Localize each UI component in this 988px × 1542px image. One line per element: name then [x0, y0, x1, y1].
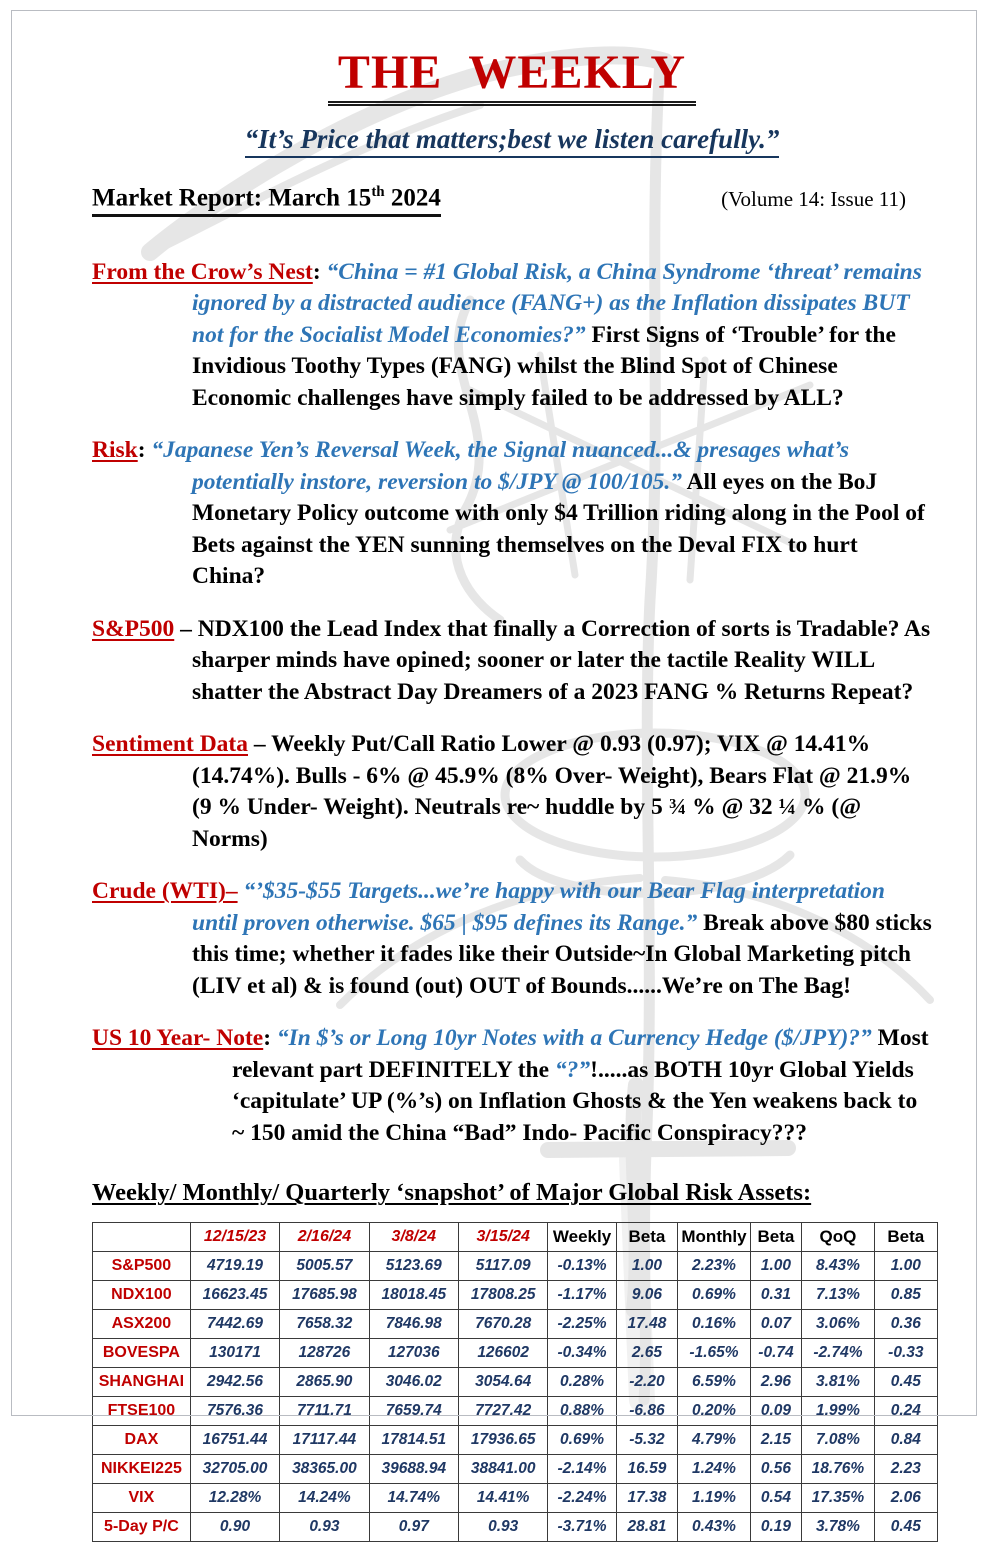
cell-value: 0.45	[874, 1368, 937, 1397]
section-text: Most relevant part DEFINITELY the	[232, 1025, 929, 1083]
col-header-weekly: Weekly	[548, 1223, 616, 1252]
cell-value: 0.43%	[678, 1513, 751, 1542]
cell-value: 0.24	[874, 1397, 937, 1426]
cell-value: -2.25%	[548, 1310, 616, 1339]
row-label: FTSE100	[93, 1397, 191, 1426]
cell-value: -0.74	[750, 1339, 801, 1368]
cell-value: 2942.56	[190, 1368, 279, 1397]
cell-value: 1.19%	[678, 1484, 751, 1513]
cell-value: 2.15	[750, 1426, 801, 1455]
page-title: THE WEEKLY	[328, 48, 696, 106]
cell-value: 0.45	[874, 1513, 937, 1542]
cell-value: -6.86	[616, 1397, 678, 1426]
col-header-3-8-24: 3/8/24	[369, 1223, 458, 1252]
cell-value: 39688.94	[369, 1455, 458, 1484]
cell-value: 17685.98	[280, 1281, 369, 1310]
cell-value: 2.96	[750, 1368, 801, 1397]
cell-value: 7576.36	[190, 1397, 279, 1426]
cell-value: 4.79%	[678, 1426, 751, 1455]
cell-value: 14.74%	[369, 1484, 458, 1513]
row-label: VIX	[93, 1484, 191, 1513]
separator: :	[263, 1025, 277, 1052]
cell-value: 8.43%	[802, 1252, 875, 1281]
section-us10yr	[92, 1023, 932, 1149]
cell-value: 7.13%	[802, 1281, 875, 1310]
cell-value: 0.97	[369, 1513, 458, 1542]
cell-value: 0.56	[750, 1455, 801, 1484]
cell-value: -0.34%	[548, 1339, 616, 1368]
cell-value: 14.24%	[280, 1484, 369, 1513]
cell-value: 7846.98	[369, 1310, 458, 1339]
section-heading-crows-nest: From the Crow’s Nest	[92, 258, 313, 285]
cell-value: 5123.69	[369, 1252, 458, 1281]
cell-value: 1.00	[750, 1252, 801, 1281]
col-header-beta: Beta	[750, 1223, 801, 1252]
cell-value: 0.36	[874, 1310, 937, 1339]
separator: :	[137, 437, 152, 464]
cell-value: 0.93	[458, 1513, 547, 1542]
cell-value: 1.24%	[678, 1455, 751, 1484]
row-label: NIKKEI225	[93, 1455, 191, 1484]
separator: –	[174, 615, 198, 642]
cell-value: 0.07	[750, 1310, 801, 1339]
cell-value: 17117.44	[280, 1426, 369, 1455]
cell-value: 3.06%	[802, 1310, 875, 1339]
cell-value: -2.20	[616, 1368, 678, 1397]
table-row-vix	[93, 1484, 938, 1513]
report-header	[92, 184, 932, 216]
cell-value: 6.59%	[678, 1368, 751, 1397]
col-header-3-15-24: 3/15/24	[458, 1223, 547, 1252]
cell-value: 0.88%	[548, 1397, 616, 1426]
cell-value: 126602	[458, 1339, 547, 1368]
section-text: First Signs of ‘Trouble’ for the Invidious Toothy Types (FANG) whilst the Blind Spot of Chinese Economic challenges have simply failed to be addressed by ALL?	[192, 321, 896, 411]
cell-value: 1.00	[616, 1252, 678, 1281]
cell-value: 38365.00	[280, 1455, 369, 1484]
col-header-monthly: Monthly	[678, 1223, 751, 1252]
cell-value: 7442.69	[190, 1310, 279, 1339]
section-risk	[92, 435, 932, 593]
cell-value: 0.16%	[678, 1310, 751, 1339]
section-quote: “’$35-$55 Targets...we’re happy with our Bear Flag interpretation until proven otherwise. $65 | $95 defines its Range.”	[192, 878, 885, 936]
tagline: “It’s Price that matters;best we listen carefully.”	[245, 124, 780, 158]
row-label: S&P500	[93, 1252, 191, 1281]
row-label: 5-Day P/C	[93, 1513, 191, 1542]
cell-value: 127036	[369, 1339, 458, 1368]
cell-value: 3054.64	[458, 1368, 547, 1397]
cell-value: 2865.90	[280, 1368, 369, 1397]
cell-value: 7727.42	[458, 1397, 547, 1426]
row-label: NDX100	[93, 1281, 191, 1310]
section-quote: “Japanese Yen’s Reversal Week, the Signal nuanced...& presages what’s potentially instore, reversion to $/JPY @ 100/105.”	[151, 437, 850, 495]
table-header-row	[93, 1223, 938, 1252]
separator: :	[312, 258, 327, 285]
cell-value: 1.99%	[802, 1397, 875, 1426]
table-header	[93, 1223, 938, 1252]
table-row-asx200	[93, 1310, 938, 1339]
col-header-qoq: QoQ	[802, 1223, 875, 1252]
table-row-5-day-p-c	[93, 1513, 938, 1542]
cell-value: 5005.57	[280, 1252, 369, 1281]
cell-value: 7711.71	[280, 1397, 369, 1426]
section-heading-crude: Crude (WTI)–	[92, 878, 238, 905]
row-label: SHANGHAI	[93, 1368, 191, 1397]
cell-value: 7658.32	[280, 1310, 369, 1339]
section-heading-sentiment: Sentiment Data	[92, 731, 248, 758]
cell-value: 2.65	[616, 1339, 678, 1368]
cell-value: -5.32	[616, 1426, 678, 1455]
section-quote: “In $’s or Long 10yr Notes with a Currency Hedge ($/JPY)?”	[276, 1025, 872, 1052]
cell-value: 0.19	[750, 1513, 801, 1542]
corner-cell	[93, 1223, 191, 1252]
cell-value: -2.74%	[802, 1339, 875, 1368]
section-sp500	[92, 614, 932, 709]
section-text: Break above $80 sticks this time; whether it fades like their Outside~In Global Marketing pitch (LIV et al) & is found (out) OUT of Bounds......We’re on The Bag!	[192, 909, 932, 999]
cell-value: 0.93	[280, 1513, 369, 1542]
table-row-nikkei225	[93, 1455, 938, 1484]
row-label: BOVESPA	[93, 1339, 191, 1368]
cell-value: 16623.45	[190, 1281, 279, 1310]
cell-value: 2.06	[874, 1484, 937, 1513]
cell-value: 3.81%	[802, 1368, 875, 1397]
cell-value: -1.17%	[548, 1281, 616, 1310]
cell-value: 130171	[190, 1339, 279, 1368]
section-text: NDX100 the Lead Index that finally a Correction of sorts is Tradable? As sharper minds have opined; sooner or later the tactile Reality WILL shatter the Abstract Day Dreamers of a 2023 FANG % Returns Repeat?	[192, 615, 931, 705]
col-header-beta: Beta	[874, 1223, 937, 1252]
cell-value: 17814.51	[369, 1426, 458, 1455]
volume-issue-label: (Volume 14: Issue 11)	[721, 186, 906, 211]
cell-value: 18.76%	[802, 1455, 875, 1484]
cell-value: 0.54	[750, 1484, 801, 1513]
cell-value: 0.09	[750, 1397, 801, 1426]
cell-value: 16751.44	[190, 1426, 279, 1455]
table-row-dax	[93, 1426, 938, 1455]
table-heading: Weekly/ Monthly/ Quarterly ‘snapshot’ of Major Global Risk Assets:	[92, 1179, 812, 1207]
section-heading-risk: Risk	[92, 437, 138, 464]
section-text: !.....as BOTH 10yr Global Yields ‘capitulate’ UP (%’s) on Inflation Ghosts & the Yen weakens back to ~ 150 amid the China “Bad” Indo- Pacific Conspiracy???	[232, 1056, 918, 1146]
cell-value: 16.59	[616, 1455, 678, 1484]
table-row-ftse100	[93, 1397, 938, 1426]
section-heading-us10yr: US 10 Year- Note	[92, 1025, 264, 1052]
section-text: Weekly Put/Call Ratio Lower @ 0.93 (0.97); VIX @ 14.41% (14.74%). Bulls - 6% @ 45.9% (8% Over- Weight), Bears Flat @ 21.9% (9 % Under- Weight). Neutrals re~ huddle by 5 ¾ % @ 32 ¼ % (@ Norms)	[192, 731, 912, 852]
global-risk-assets-table	[92, 1222, 938, 1542]
cell-value: 18018.45	[369, 1281, 458, 1310]
table-body	[93, 1252, 938, 1542]
cell-value: -2.14%	[548, 1455, 616, 1484]
cell-value: 0.69%	[678, 1281, 751, 1310]
cell-value: 32705.00	[190, 1455, 279, 1484]
cell-value: -3.71%	[548, 1513, 616, 1542]
cell-value: 3.78%	[802, 1513, 875, 1542]
cell-value: 7.08%	[802, 1426, 875, 1455]
inline-blue-question: “?”	[554, 1056, 591, 1083]
table-row-bovespa	[93, 1339, 938, 1368]
cell-value: -2.24%	[548, 1484, 616, 1513]
cell-value: 17.48	[616, 1310, 678, 1339]
table-row-ndx100	[93, 1281, 938, 1310]
cell-value: 0.84	[874, 1426, 937, 1455]
cell-value: 5117.09	[458, 1252, 547, 1281]
cell-value: 0.31	[750, 1281, 801, 1310]
table-row-s-p500	[93, 1252, 938, 1281]
cell-value: 2.23	[874, 1455, 937, 1484]
cell-value: 17.35%	[802, 1484, 875, 1513]
cell-value: 0.69%	[548, 1426, 616, 1455]
cell-value: 17.38	[616, 1484, 678, 1513]
section-text: All eyes on the BoJ Monetary Policy outcome with only $4 Trillion riding along in the Pool of Bets against the YEN sunning themselves on the Deval FIX to hurt China?	[192, 468, 925, 590]
section-quote: “China = #1 Global Risk, a China Syndrome ‘threat’ remains ignored by a distracted audience (FANG+) as the Inflation dissipates BUT not for the Socialist Model Economies?”	[192, 258, 922, 348]
cell-value: 7659.74	[369, 1397, 458, 1426]
cell-value: 128726	[280, 1339, 369, 1368]
section-heading-sp500: S&P500	[92, 615, 175, 642]
cell-value: 7670.28	[458, 1310, 547, 1339]
ordinal-suffix: th	[371, 184, 385, 201]
cell-value: 0.90	[190, 1513, 279, 1542]
cell-value: 0.85	[874, 1281, 937, 1310]
col-header-2-16-24: 2/16/24	[280, 1223, 369, 1252]
report-title: Market Report: March 15th 2024	[92, 184, 441, 216]
row-label: DAX	[93, 1426, 191, 1455]
cell-value: 17808.25	[458, 1281, 547, 1310]
cell-value: -0.13%	[548, 1252, 616, 1281]
cell-value: 14.41%	[458, 1484, 547, 1513]
cell-value: 0.28%	[548, 1368, 616, 1397]
cell-value: 9.06	[616, 1281, 678, 1310]
cell-value: 4719.19	[190, 1252, 279, 1281]
cell-value: 12.28%	[190, 1484, 279, 1513]
cell-value: 2.23%	[678, 1252, 751, 1281]
cell-value: -0.33	[874, 1339, 937, 1368]
section-sentiment	[92, 729, 932, 855]
col-header-beta: Beta	[616, 1223, 678, 1252]
section-crude	[92, 876, 932, 1002]
table-row-shanghai	[93, 1368, 938, 1397]
cell-value: 0.20%	[678, 1397, 751, 1426]
row-label: ASX200	[93, 1310, 191, 1339]
cell-value: 3046.02	[369, 1368, 458, 1397]
cell-value: 38841.00	[458, 1455, 547, 1484]
section-crows-nest	[92, 257, 932, 415]
cell-value: 28.81	[616, 1513, 678, 1542]
col-header-12-15-23: 12/15/23	[190, 1223, 279, 1252]
cell-value: 17936.65	[458, 1426, 547, 1455]
separator: –	[248, 731, 272, 758]
cell-value: -1.65%	[678, 1339, 751, 1368]
cell-value: 1.00	[874, 1252, 937, 1281]
